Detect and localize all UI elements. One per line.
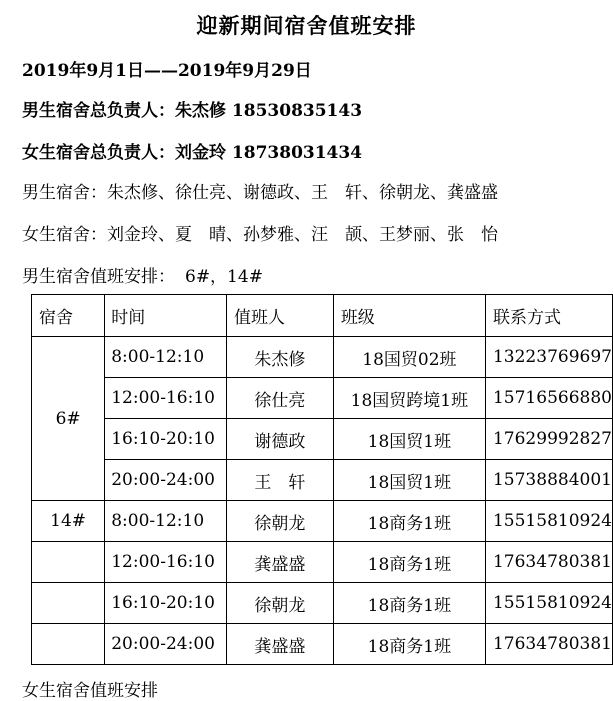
phone-cell: 15515810924: [485, 583, 612, 624]
table-row: [32, 583, 613, 624]
female-dorm-list: 刘金玲、夏 晴、孙梦雅、汪 颉、王梦丽、张 怡: [107, 225, 498, 245]
dorm-cell-empty: [32, 583, 105, 624]
person-cell: 徐朝龙: [226, 583, 333, 624]
female-head-phone: 18738031434: [231, 143, 363, 163]
phone-cell: 15716566880: [485, 378, 612, 419]
phone-cell: 17634780381: [485, 624, 612, 665]
female-head-label: 女生宿舍总负责人：: [22, 143, 175, 163]
time-cell: 16:10-20:10: [105, 583, 227, 624]
male-dorm-label: 男生宿舍：: [22, 183, 107, 203]
male-dorm-head: [22, 96, 362, 121]
person-cell: 龚盛盛: [226, 624, 333, 665]
male-head-name: 朱杰修: [175, 101, 226, 121]
table-row: [32, 378, 613, 419]
female-dorm-members: [22, 220, 498, 245]
phone-cell: 15515810924: [485, 501, 612, 542]
male-schedule-rooms: 6#，14#: [185, 267, 263, 287]
male-head-label: 男生宿舍总负责人：: [22, 101, 175, 121]
table-header-row: [32, 295, 613, 337]
male-schedule-heading: [22, 262, 263, 287]
header-person: 值班人: [226, 295, 333, 337]
header-class: 班级: [333, 295, 485, 337]
date-range: 2019年9月1日——2019年9月29日: [22, 61, 312, 81]
time-cell: 20:00-24:00: [105, 460, 227, 501]
class-cell: 18国贸跨境1班: [333, 378, 485, 419]
header-dorm: 宿舍: [32, 295, 105, 337]
time-cell: 12:00-16:10: [105, 542, 227, 583]
female-head-name: 刘金玲: [175, 143, 226, 163]
time-cell: 8:00-12:10: [105, 337, 227, 378]
class-cell: 18商务1班: [333, 624, 485, 665]
female-dorm-label: 女生宿舍：: [22, 225, 107, 245]
class-cell: 18商务1班: [333, 542, 485, 583]
time-cell: 20:00-24:00: [105, 624, 227, 665]
male-schedule-label: 男生宿舍值班安排：: [22, 267, 175, 287]
document-title: 迎新期间宿舍值班安排: [196, 13, 417, 38]
class-cell: 18国贸1班: [333, 460, 485, 501]
header-phone: 联系方式: [485, 295, 612, 337]
class-cell: 18商务1班: [333, 501, 485, 542]
dorm-cell: 14#: [32, 501, 105, 542]
time-cell: 12:00-16:10: [105, 378, 227, 419]
phone-cell: 13223769697: [485, 337, 612, 378]
person-cell: 徐朝龙: [226, 501, 333, 542]
header-time: 时间: [105, 295, 227, 337]
table-row: [32, 624, 613, 665]
class-cell: 18商务1班: [333, 583, 485, 624]
table-row: [32, 460, 613, 501]
person-cell: 谢德政: [226, 419, 333, 460]
dorm-cell: 6#: [32, 337, 105, 501]
female-dorm-head: [22, 138, 362, 163]
male-dorm-members: [22, 178, 498, 203]
person-cell: 龚盛盛: [226, 542, 333, 583]
person-cell: 徐仕亮: [226, 378, 333, 419]
phone-cell: 17629992827: [485, 419, 612, 460]
male-head-phone: 18530835143: [231, 101, 363, 121]
dorm-cell-empty: [32, 542, 105, 583]
table-row: [32, 419, 613, 460]
table-row: [32, 542, 613, 583]
class-cell: 18国贸02班: [333, 337, 485, 378]
duty-schedule-table: [31, 294, 613, 665]
time-cell: 16:10-20:10: [105, 419, 227, 460]
dorm-cell-empty: [32, 624, 105, 665]
male-dorm-list: 朱杰修、徐仕亮、谢德政、王 轩、徐朝龙、龚盛盛: [107, 183, 498, 203]
table-row: [32, 501, 613, 542]
person-cell: 王 轩: [226, 460, 333, 501]
phone-cell: 17634780381: [485, 542, 612, 583]
phone-cell: 15738884001: [485, 460, 612, 501]
class-cell: 18国贸1班: [333, 419, 485, 460]
table-row: [32, 337, 613, 378]
female-schedule-heading-partial: 女生宿舍值班安排: [22, 681, 158, 701]
time-cell: 8:00-12:10: [105, 501, 227, 542]
person-cell: 朱杰修: [226, 337, 333, 378]
